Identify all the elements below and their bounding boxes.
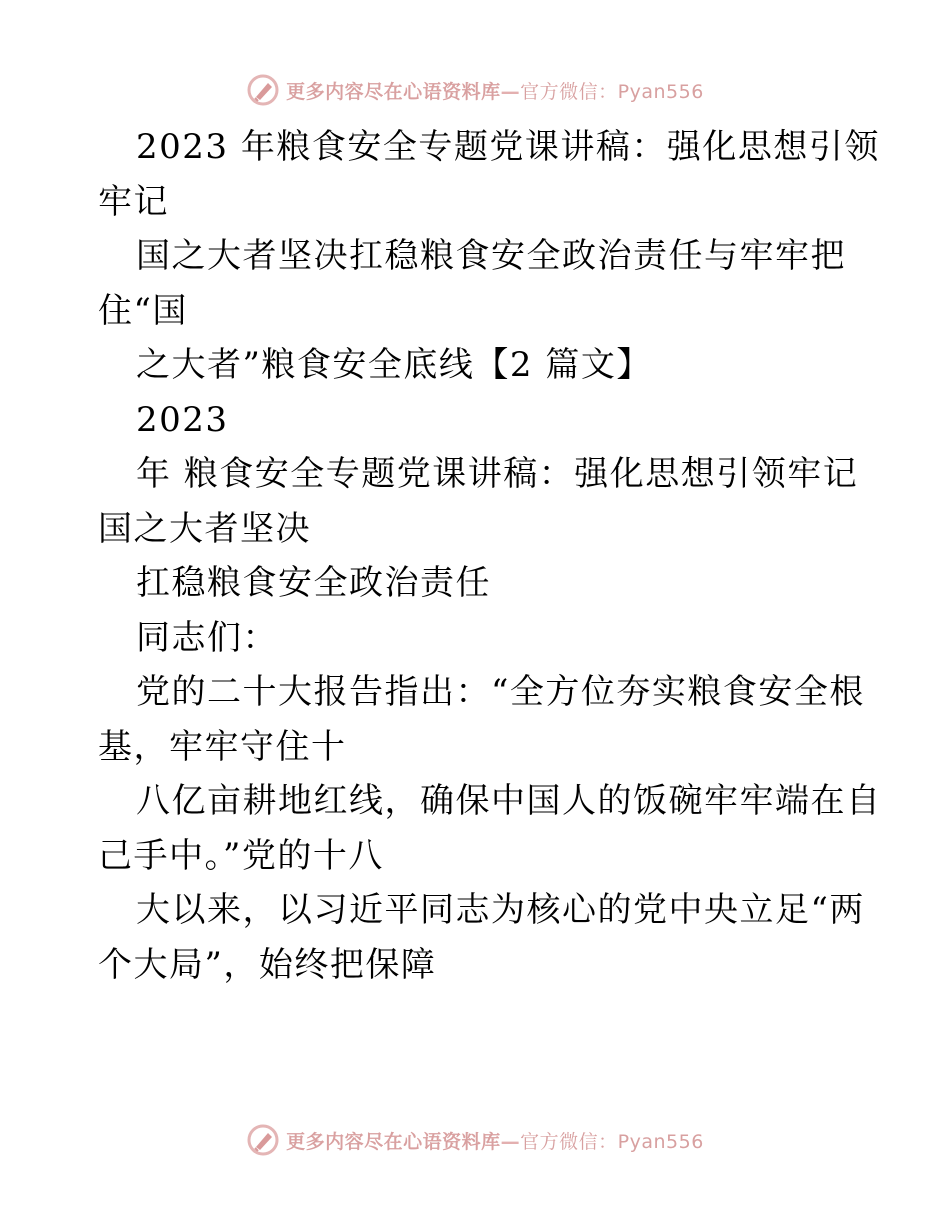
watermark-site-name: 更多内容尽在心语资料库 xyxy=(286,80,501,103)
text-line: 同志们： xyxy=(136,617,278,658)
text-line: 八亿亩耕地红线，确保中国人的饭碗牢牢端在自 xyxy=(136,781,882,821)
document-body xyxy=(98,120,882,992)
pen-logo-icon xyxy=(246,73,280,107)
text-line: 扛稳粮食安全政治责任 xyxy=(136,563,491,603)
watermark-wechat: 官方微信：Pyan556 xyxy=(520,80,704,103)
text-line: 己手中。”党的十八 xyxy=(98,835,384,876)
footer-watermark xyxy=(0,1120,950,1160)
watermark-dash: — xyxy=(500,80,521,103)
text-line: 党的二十大报告指出：“全方位夯实粮食安全根 xyxy=(136,672,865,712)
text-line: 之大者”粮食安全底线【2 篇文】 xyxy=(136,345,652,385)
text-line: 国之大者坚决 xyxy=(98,508,311,549)
text-line: 大以来，以习近平同志为核心的党中央立足“两 xyxy=(136,890,865,930)
text-line: 2023 xyxy=(136,399,229,440)
text-line: 国之大者坚决扛稳粮食安全政治责任与牢牢把 xyxy=(136,236,846,276)
header-watermark xyxy=(0,70,950,110)
watermark-dash: — xyxy=(500,1130,521,1153)
watermark-text xyxy=(286,77,704,104)
text-line: 2023 年粮食安全专题党课讲稿：强化思想引领 xyxy=(136,127,880,167)
watermark-site-name: 更多内容尽在心语资料库 xyxy=(286,1130,501,1153)
watermark-wechat: 官方微信：Pyan556 xyxy=(520,1130,704,1153)
text-line: 年 粮食安全专题党课讲稿：强化思想引领牢记 xyxy=(136,454,859,494)
pen-logo-icon xyxy=(246,1123,280,1157)
text-line: 牢记 xyxy=(98,181,169,222)
text-line: 基，牢牢守住十 xyxy=(98,726,347,767)
text-line: 个大局”，始终把保障 xyxy=(98,944,437,985)
watermark-text xyxy=(286,1127,704,1154)
text-line: 住“国 xyxy=(98,290,188,331)
